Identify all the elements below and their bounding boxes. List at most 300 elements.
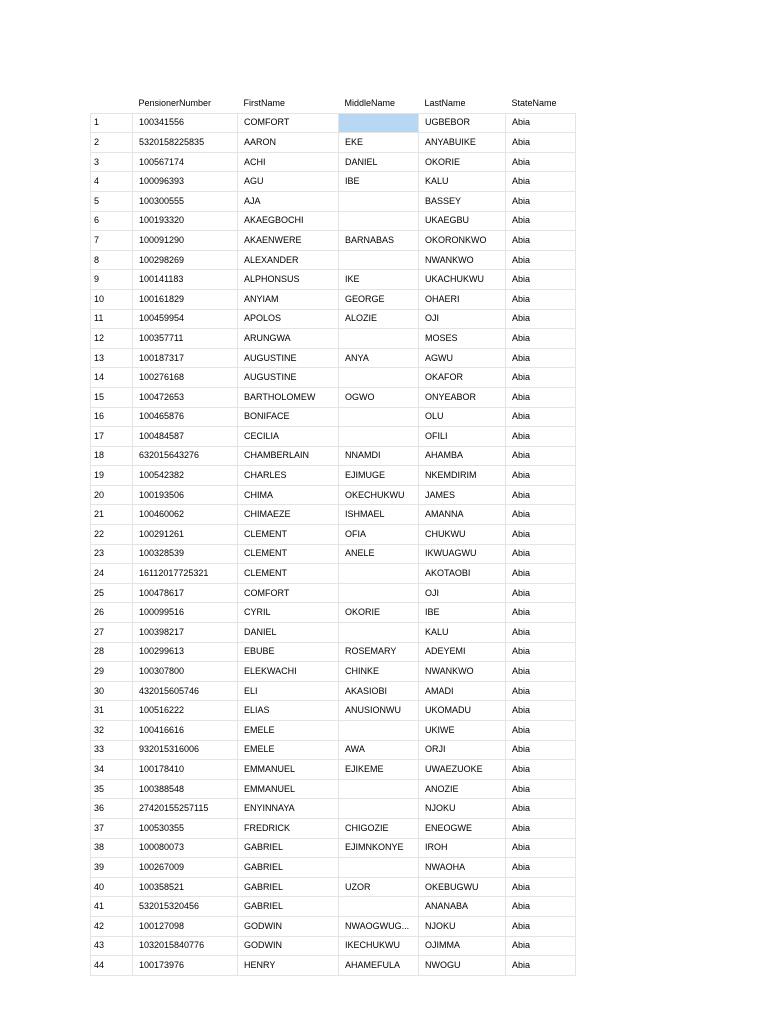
state-name-cell[interactable]: Abia <box>506 309 576 329</box>
state-name-cell[interactable]: Abia <box>506 133 576 153</box>
pensioner-number-cell[interactable]: 532015320456 <box>133 897 238 917</box>
middle-name-cell[interactable]: AKASIOBI <box>339 681 419 701</box>
last-name-cell[interactable]: OFILI <box>419 427 506 447</box>
table-row[interactable] <box>91 838 576 858</box>
first-name-cell[interactable]: GODWIN <box>238 936 339 956</box>
first-name-cell[interactable]: ENYINNAYA <box>238 799 339 819</box>
row-number-cell[interactable]: 15 <box>91 387 133 407</box>
table-row[interactable] <box>91 740 576 760</box>
first-name-cell[interactable]: COMFORT <box>238 583 339 603</box>
row-number-cell[interactable]: 16 <box>91 407 133 427</box>
middle-name-cell[interactable]: DANIEL <box>339 152 419 172</box>
middle-name-cell[interactable] <box>339 779 419 799</box>
middle-name-cell[interactable]: EKE <box>339 133 419 153</box>
last-name-cell[interactable]: NKEMDIRIM <box>419 466 506 486</box>
table-row[interactable] <box>91 113 576 133</box>
state-name-cell[interactable]: Abia <box>506 270 576 290</box>
pensioner-number-cell[interactable]: 932015316006 <box>133 740 238 760</box>
last-name-cell[interactable]: OKORONKWO <box>419 231 506 251</box>
last-name-cell[interactable]: ONYEABOR <box>419 387 506 407</box>
row-number-cell[interactable]: 28 <box>91 642 133 662</box>
pensioner-number-cell[interactable]: 100341556 <box>133 113 238 133</box>
row-number-cell[interactable]: 30 <box>91 681 133 701</box>
row-number-cell[interactable]: 2 <box>91 133 133 153</box>
middle-name-cell[interactable] <box>339 623 419 643</box>
last-name-cell[interactable]: ORJI <box>419 740 506 760</box>
state-name-cell[interactable]: Abia <box>506 348 576 368</box>
row-number-cell[interactable]: 41 <box>91 897 133 917</box>
middle-name-cell[interactable]: UZOR <box>339 877 419 897</box>
first-name-cell[interactable]: ARUNGWA <box>238 329 339 349</box>
last-name-cell[interactable]: AGWU <box>419 348 506 368</box>
table-row[interactable] <box>91 427 576 447</box>
row-number-cell[interactable]: 23 <box>91 544 133 564</box>
pensioner-number-cell[interactable]: 100193320 <box>133 211 238 231</box>
first-name-cell[interactable]: CHIMA <box>238 485 339 505</box>
last-name-cell[interactable]: OHAERI <box>419 289 506 309</box>
table-row[interactable] <box>91 211 576 231</box>
column-header-middle-name[interactable]: MiddleName <box>344 97 396 108</box>
table-row[interactable] <box>91 348 576 368</box>
table-row[interactable] <box>91 152 576 172</box>
table-row[interactable] <box>91 623 576 643</box>
middle-name-cell[interactable] <box>339 564 419 584</box>
row-number-cell[interactable]: 29 <box>91 662 133 682</box>
first-name-cell[interactable]: AJA <box>238 191 339 211</box>
first-name-cell[interactable]: ALPHONSUS <box>238 270 339 290</box>
table-row[interactable] <box>91 956 576 976</box>
table-row[interactable] <box>91 603 576 623</box>
last-name-cell[interactable]: OJI <box>419 309 506 329</box>
middle-name-cell[interactable]: CHINKE <box>339 662 419 682</box>
first-name-cell[interactable]: AUGUSTINE <box>238 368 339 388</box>
pensioner-number-cell[interactable]: 100193506 <box>133 485 238 505</box>
row-number-cell[interactable]: 39 <box>91 858 133 878</box>
last-name-cell[interactable]: NJOKU <box>419 916 506 936</box>
first-name-cell[interactable]: HENRY <box>238 956 339 976</box>
middle-name-cell[interactable]: EJIKEME <box>339 760 419 780</box>
state-name-cell[interactable]: Abia <box>506 623 576 643</box>
first-name-cell[interactable]: GABRIEL <box>238 877 339 897</box>
table-row[interactable] <box>91 760 576 780</box>
last-name-cell[interactable]: OKORIE <box>419 152 506 172</box>
row-number-cell[interactable]: 6 <box>91 211 133 231</box>
state-name-cell[interactable]: Abia <box>506 701 576 721</box>
pensioner-number-cell[interactable]: 100291261 <box>133 525 238 545</box>
first-name-cell[interactable]: EMELE <box>238 740 339 760</box>
last-name-cell[interactable]: UKAEGBU <box>419 211 506 231</box>
row-number-cell[interactable]: 17 <box>91 427 133 447</box>
pensioner-number-cell[interactable]: 100127098 <box>133 916 238 936</box>
state-name-cell[interactable]: Abia <box>506 642 576 662</box>
table-row[interactable] <box>91 642 576 662</box>
first-name-cell[interactable]: EMMANUEL <box>238 779 339 799</box>
table-row[interactable] <box>91 485 576 505</box>
middle-name-cell[interactable] <box>339 858 419 878</box>
row-number-cell[interactable]: 3 <box>91 152 133 172</box>
row-number-cell[interactable]: 32 <box>91 721 133 741</box>
row-number-cell[interactable]: 36 <box>91 799 133 819</box>
pensioner-number-cell[interactable]: 100478617 <box>133 583 238 603</box>
middle-name-cell[interactable] <box>339 113 419 133</box>
first-name-cell[interactable]: GABRIEL <box>238 858 339 878</box>
first-name-cell[interactable]: GODWIN <box>238 916 339 936</box>
pensioner-number-cell[interactable]: 100080073 <box>133 838 238 858</box>
pensioner-number-cell[interactable]: 100516222 <box>133 701 238 721</box>
pensioner-number-cell[interactable]: 100465876 <box>133 407 238 427</box>
middle-name-cell[interactable]: CHIGOZIE <box>339 818 419 838</box>
last-name-cell[interactable]: BASSEY <box>419 191 506 211</box>
first-name-cell[interactable]: ACHI <box>238 152 339 172</box>
middle-name-cell[interactable]: AHAMEFULA <box>339 956 419 976</box>
middle-name-cell[interactable]: OKORIE <box>339 603 419 623</box>
table-row[interactable] <box>91 133 576 153</box>
middle-name-cell[interactable]: GEORGE <box>339 289 419 309</box>
first-name-cell[interactable]: APOLOS <box>238 309 339 329</box>
first-name-cell[interactable]: CHARLES <box>238 466 339 486</box>
first-name-cell[interactable]: CLEMENT <box>238 525 339 545</box>
last-name-cell[interactable]: AHAMBA <box>419 446 506 466</box>
state-name-cell[interactable]: Abia <box>506 564 576 584</box>
first-name-cell[interactable]: ALEXANDER <box>238 250 339 270</box>
last-name-cell[interactable]: ANYABUIKE <box>419 133 506 153</box>
last-name-cell[interactable]: UWAEZUOKE <box>419 760 506 780</box>
pensioner-number-cell[interactable]: 100099516 <box>133 603 238 623</box>
last-name-cell[interactable]: ENEOGWE <box>419 818 506 838</box>
middle-name-cell[interactable] <box>339 368 419 388</box>
last-name-cell[interactable]: CHUKWU <box>419 525 506 545</box>
middle-name-cell[interactable] <box>339 329 419 349</box>
pensioner-number-cell[interactable]: 100173976 <box>133 956 238 976</box>
table-row[interactable] <box>91 525 576 545</box>
last-name-cell[interactable]: OJI <box>419 583 506 603</box>
last-name-cell[interactable]: MOSES <box>419 329 506 349</box>
last-name-cell[interactable]: NWANKWO <box>419 662 506 682</box>
state-name-cell[interactable]: Abia <box>506 191 576 211</box>
state-name-cell[interactable]: Abia <box>506 427 576 447</box>
row-number-cell[interactable]: 20 <box>91 485 133 505</box>
pensioner-number-cell[interactable]: 100178410 <box>133 760 238 780</box>
first-name-cell[interactable]: ANYIAM <box>238 289 339 309</box>
row-number-cell[interactable]: 37 <box>91 818 133 838</box>
last-name-cell[interactable]: JAMES <box>419 485 506 505</box>
pensioner-number-cell[interactable]: 16112017725321 <box>133 564 238 584</box>
pensioner-number-cell[interactable]: 100096393 <box>133 172 238 192</box>
first-name-cell[interactable]: CYRIL <box>238 603 339 623</box>
middle-name-cell[interactable]: EJIMUGE <box>339 466 419 486</box>
row-number-cell[interactable]: 43 <box>91 936 133 956</box>
table-row[interactable] <box>91 407 576 427</box>
state-name-cell[interactable]: Abia <box>506 760 576 780</box>
table-row[interactable] <box>91 446 576 466</box>
last-name-cell[interactable]: KALU <box>419 623 506 643</box>
row-number-cell[interactable]: 42 <box>91 916 133 936</box>
middle-name-cell[interactable] <box>339 721 419 741</box>
table-row[interactable] <box>91 466 576 486</box>
middle-name-cell[interactable] <box>339 211 419 231</box>
row-number-cell[interactable]: 24 <box>91 564 133 584</box>
last-name-cell[interactable]: NWOGU <box>419 956 506 976</box>
table-row[interactable] <box>91 721 576 741</box>
first-name-cell[interactable]: BONIFACE <box>238 407 339 427</box>
first-name-cell[interactable]: AUGUSTINE <box>238 348 339 368</box>
middle-name-cell[interactable] <box>339 583 419 603</box>
middle-name-cell[interactable]: ROSEMARY <box>339 642 419 662</box>
column-header-state-name[interactable]: StateName <box>511 97 557 108</box>
state-name-cell[interactable]: Abia <box>506 603 576 623</box>
middle-name-cell[interactable]: AWA <box>339 740 419 760</box>
state-name-cell[interactable]: Abia <box>506 681 576 701</box>
state-name-cell[interactable]: Abia <box>506 740 576 760</box>
last-name-cell[interactable]: OLU <box>419 407 506 427</box>
pensioner-number-cell[interactable]: 100141183 <box>133 270 238 290</box>
last-name-cell[interactable]: ANOZIE <box>419 779 506 799</box>
pensioner-number-cell[interactable]: 100542382 <box>133 466 238 486</box>
table-row[interactable] <box>91 681 576 701</box>
row-number-cell[interactable]: 9 <box>91 270 133 290</box>
table-row[interactable] <box>91 270 576 290</box>
first-name-cell[interactable]: DANIEL <box>238 623 339 643</box>
table-row[interactable] <box>91 191 576 211</box>
state-name-cell[interactable]: Abia <box>506 838 576 858</box>
table-row[interactable] <box>91 916 576 936</box>
state-name-cell[interactable]: Abia <box>506 877 576 897</box>
row-number-cell[interactable]: 4 <box>91 172 133 192</box>
pensioner-number-cell[interactable]: 100460062 <box>133 505 238 525</box>
state-name-cell[interactable]: Abia <box>506 113 576 133</box>
pensioner-number-cell[interactable]: 100567174 <box>133 152 238 172</box>
state-name-cell[interactable]: Abia <box>506 485 576 505</box>
middle-name-cell[interactable]: IKECHUKWU <box>339 936 419 956</box>
state-name-cell[interactable]: Abia <box>506 721 576 741</box>
table-row[interactable] <box>91 231 576 251</box>
last-name-cell[interactable]: ANANABA <box>419 897 506 917</box>
table-row[interactable] <box>91 818 576 838</box>
row-number-cell[interactable]: 35 <box>91 779 133 799</box>
state-name-cell[interactable]: Abia <box>506 368 576 388</box>
row-number-cell[interactable]: 1 <box>91 113 133 133</box>
state-name-cell[interactable]: Abia <box>506 407 576 427</box>
middle-name-cell[interactable]: ANELE <box>339 544 419 564</box>
state-name-cell[interactable]: Abia <box>506 662 576 682</box>
pensioner-number-cell[interactable]: 100358521 <box>133 877 238 897</box>
last-name-cell[interactable]: IBE <box>419 603 506 623</box>
middle-name-cell[interactable] <box>339 250 419 270</box>
state-name-cell[interactable]: Abia <box>506 329 576 349</box>
row-number-cell[interactable]: 14 <box>91 368 133 388</box>
middle-name-cell[interactable]: OGWO <box>339 387 419 407</box>
state-name-cell[interactable]: Abia <box>506 956 576 976</box>
last-name-cell[interactable]: UKOMADU <box>419 701 506 721</box>
pensioner-number-cell[interactable]: 100299613 <box>133 642 238 662</box>
pensioner-number-cell[interactable]: 100530355 <box>133 818 238 838</box>
pensioner-number-cell[interactable]: 1032015840776 <box>133 936 238 956</box>
state-name-cell[interactable]: Abia <box>506 152 576 172</box>
state-name-cell[interactable]: Abia <box>506 897 576 917</box>
table-row[interactable] <box>91 936 576 956</box>
first-name-cell[interactable]: CHAMBERLAIN <box>238 446 339 466</box>
first-name-cell[interactable]: ELIAS <box>238 701 339 721</box>
last-name-cell[interactable]: AKOTAOBI <box>419 564 506 584</box>
first-name-cell[interactable]: GABRIEL <box>238 897 339 917</box>
last-name-cell[interactable]: UKIWE <box>419 721 506 741</box>
row-number-cell[interactable]: 18 <box>91 446 133 466</box>
state-name-cell[interactable]: Abia <box>506 231 576 251</box>
state-name-cell[interactable]: Abia <box>506 544 576 564</box>
row-number-cell[interactable]: 25 <box>91 583 133 603</box>
middle-name-cell[interactable]: ISHMAEL <box>339 505 419 525</box>
last-name-cell[interactable]: NWANKWO <box>419 250 506 270</box>
state-name-cell[interactable]: Abia <box>506 818 576 838</box>
first-name-cell[interactable]: GABRIEL <box>238 838 339 858</box>
pensioner-number-cell[interactable]: 100484587 <box>133 427 238 447</box>
last-name-cell[interactable]: ADEYEMI <box>419 642 506 662</box>
row-number-cell[interactable]: 44 <box>91 956 133 976</box>
table-row[interactable] <box>91 877 576 897</box>
table-row[interactable] <box>91 505 576 525</box>
last-name-cell[interactable]: OJIMMA <box>419 936 506 956</box>
row-number-cell[interactable]: 26 <box>91 603 133 623</box>
last-name-cell[interactable]: UKACHUKWU <box>419 270 506 290</box>
middle-name-cell[interactable]: OKECHUKWU <box>339 485 419 505</box>
pensioner-number-cell[interactable]: 100472653 <box>133 387 238 407</box>
first-name-cell[interactable]: CLEMENT <box>238 544 339 564</box>
middle-name-cell[interactable] <box>339 799 419 819</box>
row-number-cell[interactable]: 7 <box>91 231 133 251</box>
state-name-cell[interactable]: Abia <box>506 525 576 545</box>
first-name-cell[interactable]: ELI <box>238 681 339 701</box>
state-name-cell[interactable]: Abia <box>506 172 576 192</box>
row-number-cell[interactable]: 5 <box>91 191 133 211</box>
first-name-cell[interactable]: EBUBE <box>238 642 339 662</box>
pensioner-number-cell[interactable]: 100298269 <box>133 250 238 270</box>
pensioner-number-cell[interactable]: 100161829 <box>133 289 238 309</box>
table-row[interactable] <box>91 662 576 682</box>
table-row[interactable] <box>91 387 576 407</box>
first-name-cell[interactable]: CHIMAEZE <box>238 505 339 525</box>
pensioner-number-cell[interactable]: 100276168 <box>133 368 238 388</box>
last-name-cell[interactable]: UGBEBOR <box>419 113 506 133</box>
last-name-cell[interactable]: IROH <box>419 838 506 858</box>
last-name-cell[interactable]: OKEBUGWU <box>419 877 506 897</box>
column-header-first-name[interactable]: FirstName <box>243 97 286 108</box>
pensioner-number-cell[interactable]: 100267009 <box>133 858 238 878</box>
table-row[interactable] <box>91 289 576 309</box>
last-name-cell[interactable]: KALU <box>419 172 506 192</box>
first-name-cell[interactable]: FREDRICK <box>238 818 339 838</box>
middle-name-cell[interactable] <box>339 191 419 211</box>
pensioner-number-cell[interactable]: 100416616 <box>133 721 238 741</box>
pensioner-number-cell[interactable]: 5320158225835 <box>133 133 238 153</box>
table-row[interactable] <box>91 250 576 270</box>
middle-name-cell[interactable]: IBE <box>339 172 419 192</box>
column-header-pensioner-number[interactable]: PensionerNumber <box>138 97 212 108</box>
middle-name-cell[interactable] <box>339 427 419 447</box>
pensioner-number-cell[interactable]: 432015605746 <box>133 681 238 701</box>
first-name-cell[interactable]: CECILIA <box>238 427 339 447</box>
middle-name-cell[interactable]: ANUSIONWU <box>339 701 419 721</box>
first-name-cell[interactable]: AARON <box>238 133 339 153</box>
row-number-cell[interactable]: 38 <box>91 838 133 858</box>
table-row[interactable] <box>91 858 576 878</box>
table-row[interactable] <box>91 779 576 799</box>
table-row[interactable] <box>91 309 576 329</box>
middle-name-cell[interactable] <box>339 897 419 917</box>
middle-name-cell[interactable]: BARNABAS <box>339 231 419 251</box>
state-name-cell[interactable]: Abia <box>506 466 576 486</box>
pensioner-number-cell[interactable]: 100091290 <box>133 231 238 251</box>
row-number-cell[interactable]: 19 <box>91 466 133 486</box>
last-name-cell[interactable]: AMANNA <box>419 505 506 525</box>
pensioner-number-cell[interactable]: 100388548 <box>133 779 238 799</box>
first-name-cell[interactable]: EMMANUEL <box>238 760 339 780</box>
table-row[interactable] <box>91 799 576 819</box>
last-name-cell[interactable]: OKAFOR <box>419 368 506 388</box>
table-row[interactable] <box>91 564 576 584</box>
middle-name-cell[interactable]: NNAMDI <box>339 446 419 466</box>
state-name-cell[interactable]: Abia <box>506 936 576 956</box>
first-name-cell[interactable]: COMFORT <box>238 113 339 133</box>
last-name-cell[interactable]: NJOKU <box>419 799 506 819</box>
last-name-cell[interactable]: IKWUAGWU <box>419 544 506 564</box>
first-name-cell[interactable]: AKAEGBOCHI <box>238 211 339 231</box>
pensioner-number-cell[interactable]: 100187317 <box>133 348 238 368</box>
first-name-cell[interactable]: ELEKWACHI <box>238 662 339 682</box>
state-name-cell[interactable]: Abia <box>506 779 576 799</box>
column-header-last-name[interactable]: LastName <box>424 97 466 108</box>
state-name-cell[interactable]: Abia <box>506 387 576 407</box>
first-name-cell[interactable]: AGU <box>238 172 339 192</box>
row-number-cell[interactable]: 10 <box>91 289 133 309</box>
middle-name-cell[interactable]: ALOZIE <box>339 309 419 329</box>
middle-name-cell[interactable]: OFIA <box>339 525 419 545</box>
state-name-cell[interactable]: Abia <box>506 446 576 466</box>
row-number-cell[interactable]: 27 <box>91 623 133 643</box>
row-number-cell[interactable]: 22 <box>91 525 133 545</box>
pensioner-number-cell[interactable]: 100398217 <box>133 623 238 643</box>
first-name-cell[interactable]: BARTHOLOMEW <box>238 387 339 407</box>
first-name-cell[interactable]: EMELE <box>238 721 339 741</box>
table-row[interactable] <box>91 368 576 388</box>
pensioner-number-cell[interactable]: 100357711 <box>133 329 238 349</box>
table-row[interactable] <box>91 583 576 603</box>
state-name-cell[interactable]: Abia <box>506 799 576 819</box>
first-name-cell[interactable]: CLEMENT <box>238 564 339 584</box>
pensioner-number-cell[interactable]: 100459954 <box>133 309 238 329</box>
state-name-cell[interactable]: Abia <box>506 250 576 270</box>
state-name-cell[interactable]: Abia <box>506 211 576 231</box>
row-number-cell[interactable]: 13 <box>91 348 133 368</box>
middle-name-cell[interactable] <box>339 407 419 427</box>
state-name-cell[interactable]: Abia <box>506 505 576 525</box>
table-row[interactable] <box>91 172 576 192</box>
pensioner-number-cell[interactable]: 100307800 <box>133 662 238 682</box>
first-name-cell[interactable]: AKAENWERE <box>238 231 339 251</box>
state-name-cell[interactable]: Abia <box>506 858 576 878</box>
last-name-cell[interactable]: AMADI <box>419 681 506 701</box>
state-name-cell[interactable]: Abia <box>506 289 576 309</box>
row-number-cell[interactable]: 33 <box>91 740 133 760</box>
pensioner-number-cell[interactable]: 632015643276 <box>133 446 238 466</box>
row-number-cell[interactable]: 34 <box>91 760 133 780</box>
last-name-cell[interactable]: NWAOHA <box>419 858 506 878</box>
state-name-cell[interactable]: Abia <box>506 583 576 603</box>
state-name-cell[interactable]: Abia <box>506 916 576 936</box>
row-number-cell[interactable]: 12 <box>91 329 133 349</box>
row-number-cell[interactable]: 31 <box>91 701 133 721</box>
middle-name-cell[interactable]: IKE <box>339 270 419 290</box>
middle-name-cell[interactable]: NWAOGWUG... <box>339 916 419 936</box>
